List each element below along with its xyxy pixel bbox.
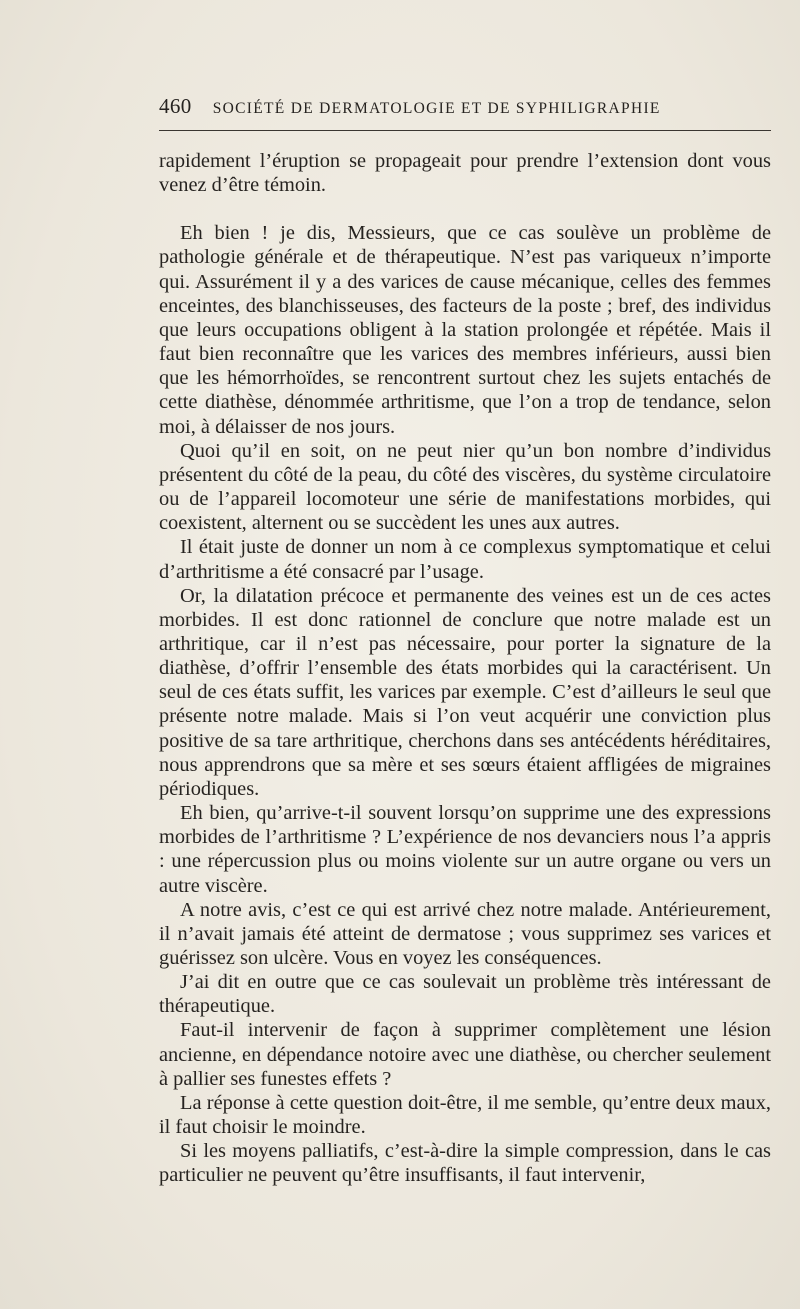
paragraph: Eh bien ! je dis, Messieurs, que ce cas soulève un problème de pathologie générale et de thérapeutique. N’est pas variqueux n’importe qui. Assurément il y a des varices de cause mécanique, celles des femmes enceintes, des blanchisseuses, des facteurs de la poste ; bref, des individus que leurs occupations obligent à la station prolongée et répétée. Mais il faut bien reconnaître que les varices des membres inférieurs, aussi bien que les hémorrhoïdes, se rencontrent surtout chez les sujets entachés de cette diathèse, dénommée arthritisme, que l’on a trop de tendance, selon moi, à délaisser de nos jours. — [159, 222, 771, 438]
paragraph: Faut-il intervenir de façon à supprimer complètement une lésion ancienne, en dépendance notoire avec une diathèse, ou chercher seulement à pallier ses funestes effets ? — [159, 1019, 771, 1090]
paragraph: Or, la dilatation précoce et permanente des veines est un de ces actes morbides. Il est donc rationnel de conclure que notre malade est un arthritique, car il n’est pas nécessaire, pour porter la signature de la diathèse, d’offrir l’ensemble des états morbides qui la caractérisent. Un seul de ces états suffit, les varices par exemple. C’est d’ailleurs le seul que présente notre malade. Mais si l’on veut acquérir une conviction plus positive de sa tare arthritique, cherchons dans ses antécédents héréditaires, nous apprendrons que sa mère et ses sœurs étaient affligées de migraines périodiques. — [159, 584, 771, 800]
page-header — [159, 94, 771, 119]
paragraph: Si les moyens palliatifs, c’est-à-dire la simple compression, dans le cas particulier ne peuvent qu’être insuffisants, il faut intervenir, — [159, 1140, 771, 1187]
running-title: SOCIÉTÉ DE DERMATOLOGIE ET DE SYPHILIGRAPHIE — [212, 100, 661, 117]
paragraph: Quoi qu’il en soit, on ne peut nier qu’un bon nombre d’individus présentent du côté de la peau, du côté des viscères, du système circulatoire ou de l’appareil locomoteur une série de manifestations morbides, qui coexistent, alternent ou se succèdent les unes aux autres. — [159, 439, 771, 535]
page-number: 460 — [159, 94, 192, 118]
paragraph: Il était juste de donner un nom à ce complexus symptomatique et celui d’arthritisme a été consacré par l’usage. — [159, 536, 771, 583]
paragraph: Eh bien, qu’arrive-t-il souvent lorsqu’on supprime une des expressions morbides de l’arthritisme ? L’expérience de nos devanciers nous l’a appris : une répercussion plus ou moins violente sur un autre organe ou vers un autre viscère. — [159, 802, 771, 897]
header-rule — [159, 130, 771, 131]
paragraph: A notre avis, c’est ce qui est arrivé chez notre malade. Antérieurement, il n’avait jamais été atteint de dermatose ; vous supprimez ses varices et guérissez son ulcère. Vous en voyez les conséquences. — [159, 898, 771, 969]
paragraph: La réponse à cette question doit-être, il me semble, qu’entre deux maux, il faut choisir le moindre. — [159, 1091, 771, 1139]
paragraph: rapidement l’éruption se propageait pour prendre l’extension dont vous venez d’être témoin. — [159, 150, 771, 197]
body-text — [159, 149, 771, 1188]
paragraph: J’ai dit en outre que ce cas soulevait un problème très intéressant de thérapeutique. — [159, 971, 771, 1018]
